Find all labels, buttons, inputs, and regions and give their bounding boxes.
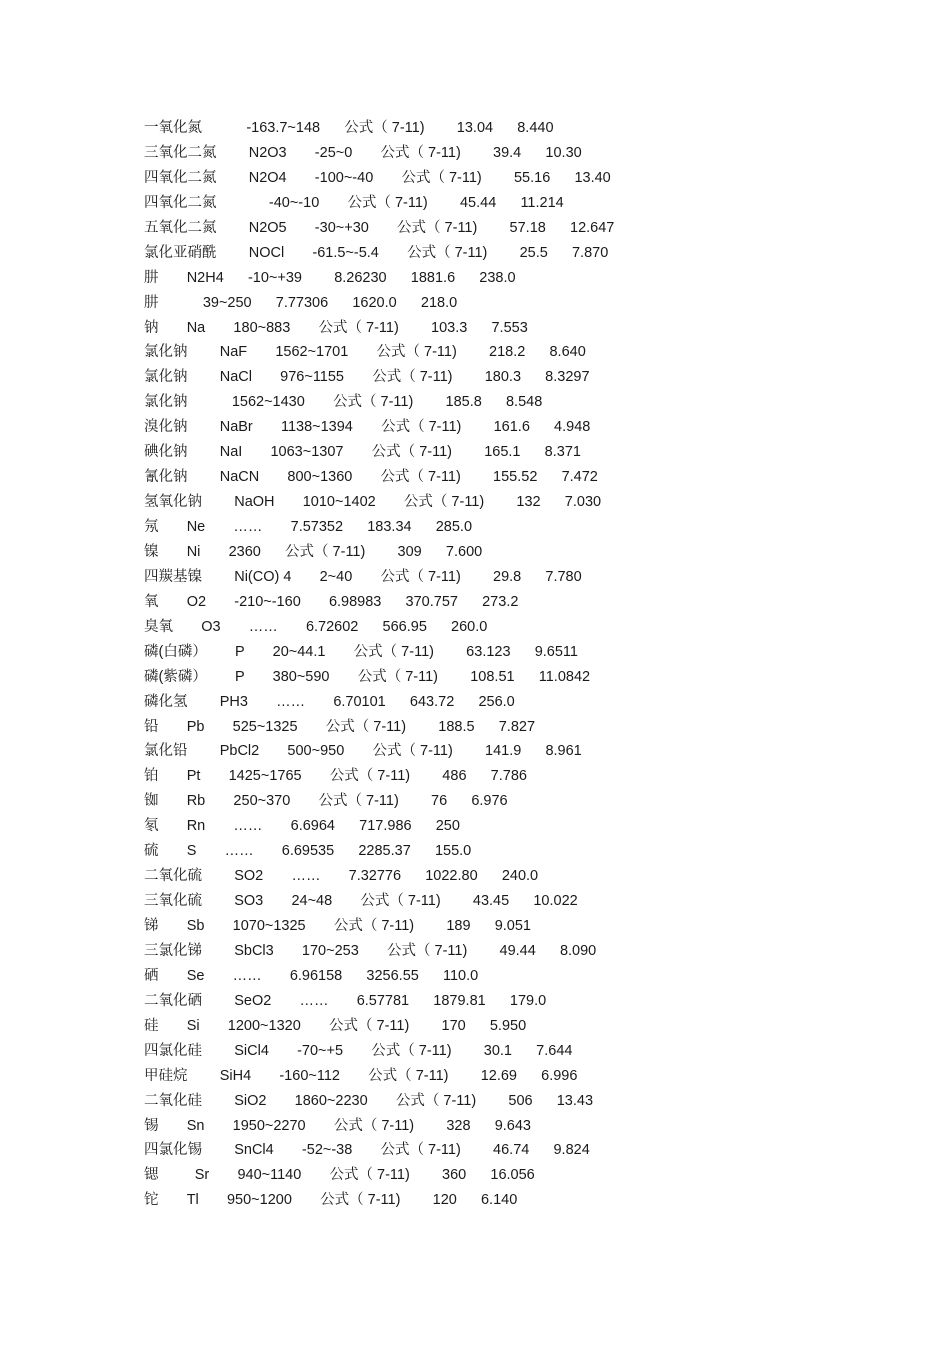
compound-line: 氯化钠 NaCl 976~1155 公式（ 7-11) 180.3 8.3297 [144, 369, 590, 386]
compound-line: 铷 Rb 250~370 公式（ 7-11) 76 6.976 [144, 793, 508, 810]
compound-line: 一氧化氮 -163.7~148 公式（ 7-11) 13.04 8.440 [144, 120, 554, 136]
compound-line: 锑 Sb 1070~1325 公式（ 7-11) 189 9.051 [144, 918, 531, 934]
compound-line: 氰化钠 NaCN 800~1360 公式（ 7-11) 155.52 7.472 [144, 469, 598, 486]
compound-line: 铂 Pt 1425~1765 公式（ 7-11) 486 7.786 [144, 768, 527, 785]
compound-line: 氯化钠 1562~1430 公式（ 7-11) 185.8 8.548 [144, 394, 543, 411]
compound-line: 肼 39~250 7.77306 1620.0 218.0 [144, 294, 458, 311]
compound-line: 铅 Pb 525~1325 公式（ 7-11) 188.5 7.827 [144, 718, 536, 735]
compound-line: 碘化钠 NaI 1063~1307 公式（ 7-11) 165.1 8.371 [144, 444, 581, 461]
compound-line: 四氧化二氮 N2O4 -100~-40 公式（ 7-11) 55.16 13.40 [144, 169, 611, 186]
compound-line: 磷化氢 PH3 …… 6.70101 643.72 256.0 [144, 693, 515, 710]
compound-line: 镍 Ni 2360 公式（ 7-11) 309 7.600 [144, 543, 483, 560]
compound-line: 四氯化硅 SiCl4 -70~+5 公式（ 7-11) 30.1 7.644 [144, 1042, 573, 1059]
compound-line: 三氯化锑 SbCl3 170~253 公式（ 7-11) 49.44 8.090 [144, 942, 597, 959]
compound-line: 肼 N2H4 -10~+39 8.26230 1881.6 238.0 [144, 269, 516, 286]
compound-line: 硅 Si 1200~1320 公式（ 7-11) 170 5.950 [144, 1017, 527, 1034]
compound-line: 氯化亚硝酰 NOCl -61.5~-5.4 公式（ 7-11) 25.5 7.870 [144, 244, 609, 261]
compound-line: 三氧化二氮 N2O3 -25~0 公式（ 7-11) 39.4 10.30 [144, 144, 582, 161]
compound-line: 氖 Ne …… 7.57352 183.34 285.0 [144, 519, 473, 535]
compound-line: 锶 Sr 940~1140 公式（ 7-11) 360 16.056 [144, 1167, 535, 1184]
compound-line: 磷(白磷） P 20~44.1 公式（ 7-11) 63.123 9.6511 [144, 643, 578, 660]
compound-line: 溴化钠 NaBr 1138~1394 公式（ 7-11) 161.6 4.948 [144, 419, 591, 436]
compound-line: 钠 Na 180~883 公式（ 7-11) 103.3 7.553 [144, 319, 528, 336]
compound-line: 铊 Tl 950~1200 公式（ 7-11) 120 6.140 [144, 1192, 518, 1209]
compound-line: 氧 O2 -210~-160 6.98983 370.757 273.2 [144, 593, 519, 610]
compound-line: 二氧化硒 SeO2 …… 6.57781 1879.81 179.0 [144, 992, 547, 1009]
compound-list [144, 116, 614, 1213]
compound-line: 四羰基镍 Ni(CO) 4 2~40 公式（ 7-11) 29.8 7.780 [144, 568, 582, 585]
compound-line: 硫 S …… 6.69535 2285.37 155.0 [144, 843, 472, 860]
compound-line: 二氧化硅 SiO2 1860~2230 公式（ 7-11) 506 13.43 [144, 1092, 594, 1109]
compound-line: 三氧化硫 SO3 24~48 公式（ 7-11) 43.45 10.022 [144, 893, 578, 910]
compound-line: 臭氧 O3 …… 6.72602 566.95 260.0 [144, 618, 488, 635]
compound-line: 二氧化硫 SO2 …… 7.32776 1022.80 240.0 [144, 868, 539, 885]
compound-line: 磷(紫磷） P 380~590 公式（ 7-11) 108.51 11.0842 [144, 668, 591, 685]
compound-line: 氡 Rn …… 6.6964 717.986 250 [144, 818, 460, 835]
compound-line: 四氯化锡 SnCl4 -52~-38 公式（ 7-11) 46.74 9.824 [144, 1142, 590, 1159]
compound-line: 氯化钠 NaF 1562~1701 公式（ 7-11) 218.2 8.640 [144, 344, 586, 361]
compound-line: 锡 Sn 1950~2270 公式（ 7-11) 328 9.643 [144, 1117, 531, 1134]
compound-line: 氢氧化钠 NaOH 1010~1402 公式（ 7-11) 132 7.030 [144, 494, 602, 511]
compound-line: 硒 Se …… 6.96158 3256.55 110.0 [144, 967, 479, 984]
compound-line: 四氧化二氮 -40~-10 公式（ 7-11) 45.44 11.214 [144, 194, 564, 211]
compound-line: 五氧化二氮 N2O5 -30~+30 公式（ 7-11) 57.18 12.647 [144, 219, 615, 236]
compound-line: 氯化铅 PbCl2 500~950 公式（ 7-11) 141.9 8.961 [144, 743, 582, 760]
compound-line: 甲硅烷 SiH4 -160~112 公式（ 7-11) 12.69 6.996 [144, 1067, 578, 1084]
